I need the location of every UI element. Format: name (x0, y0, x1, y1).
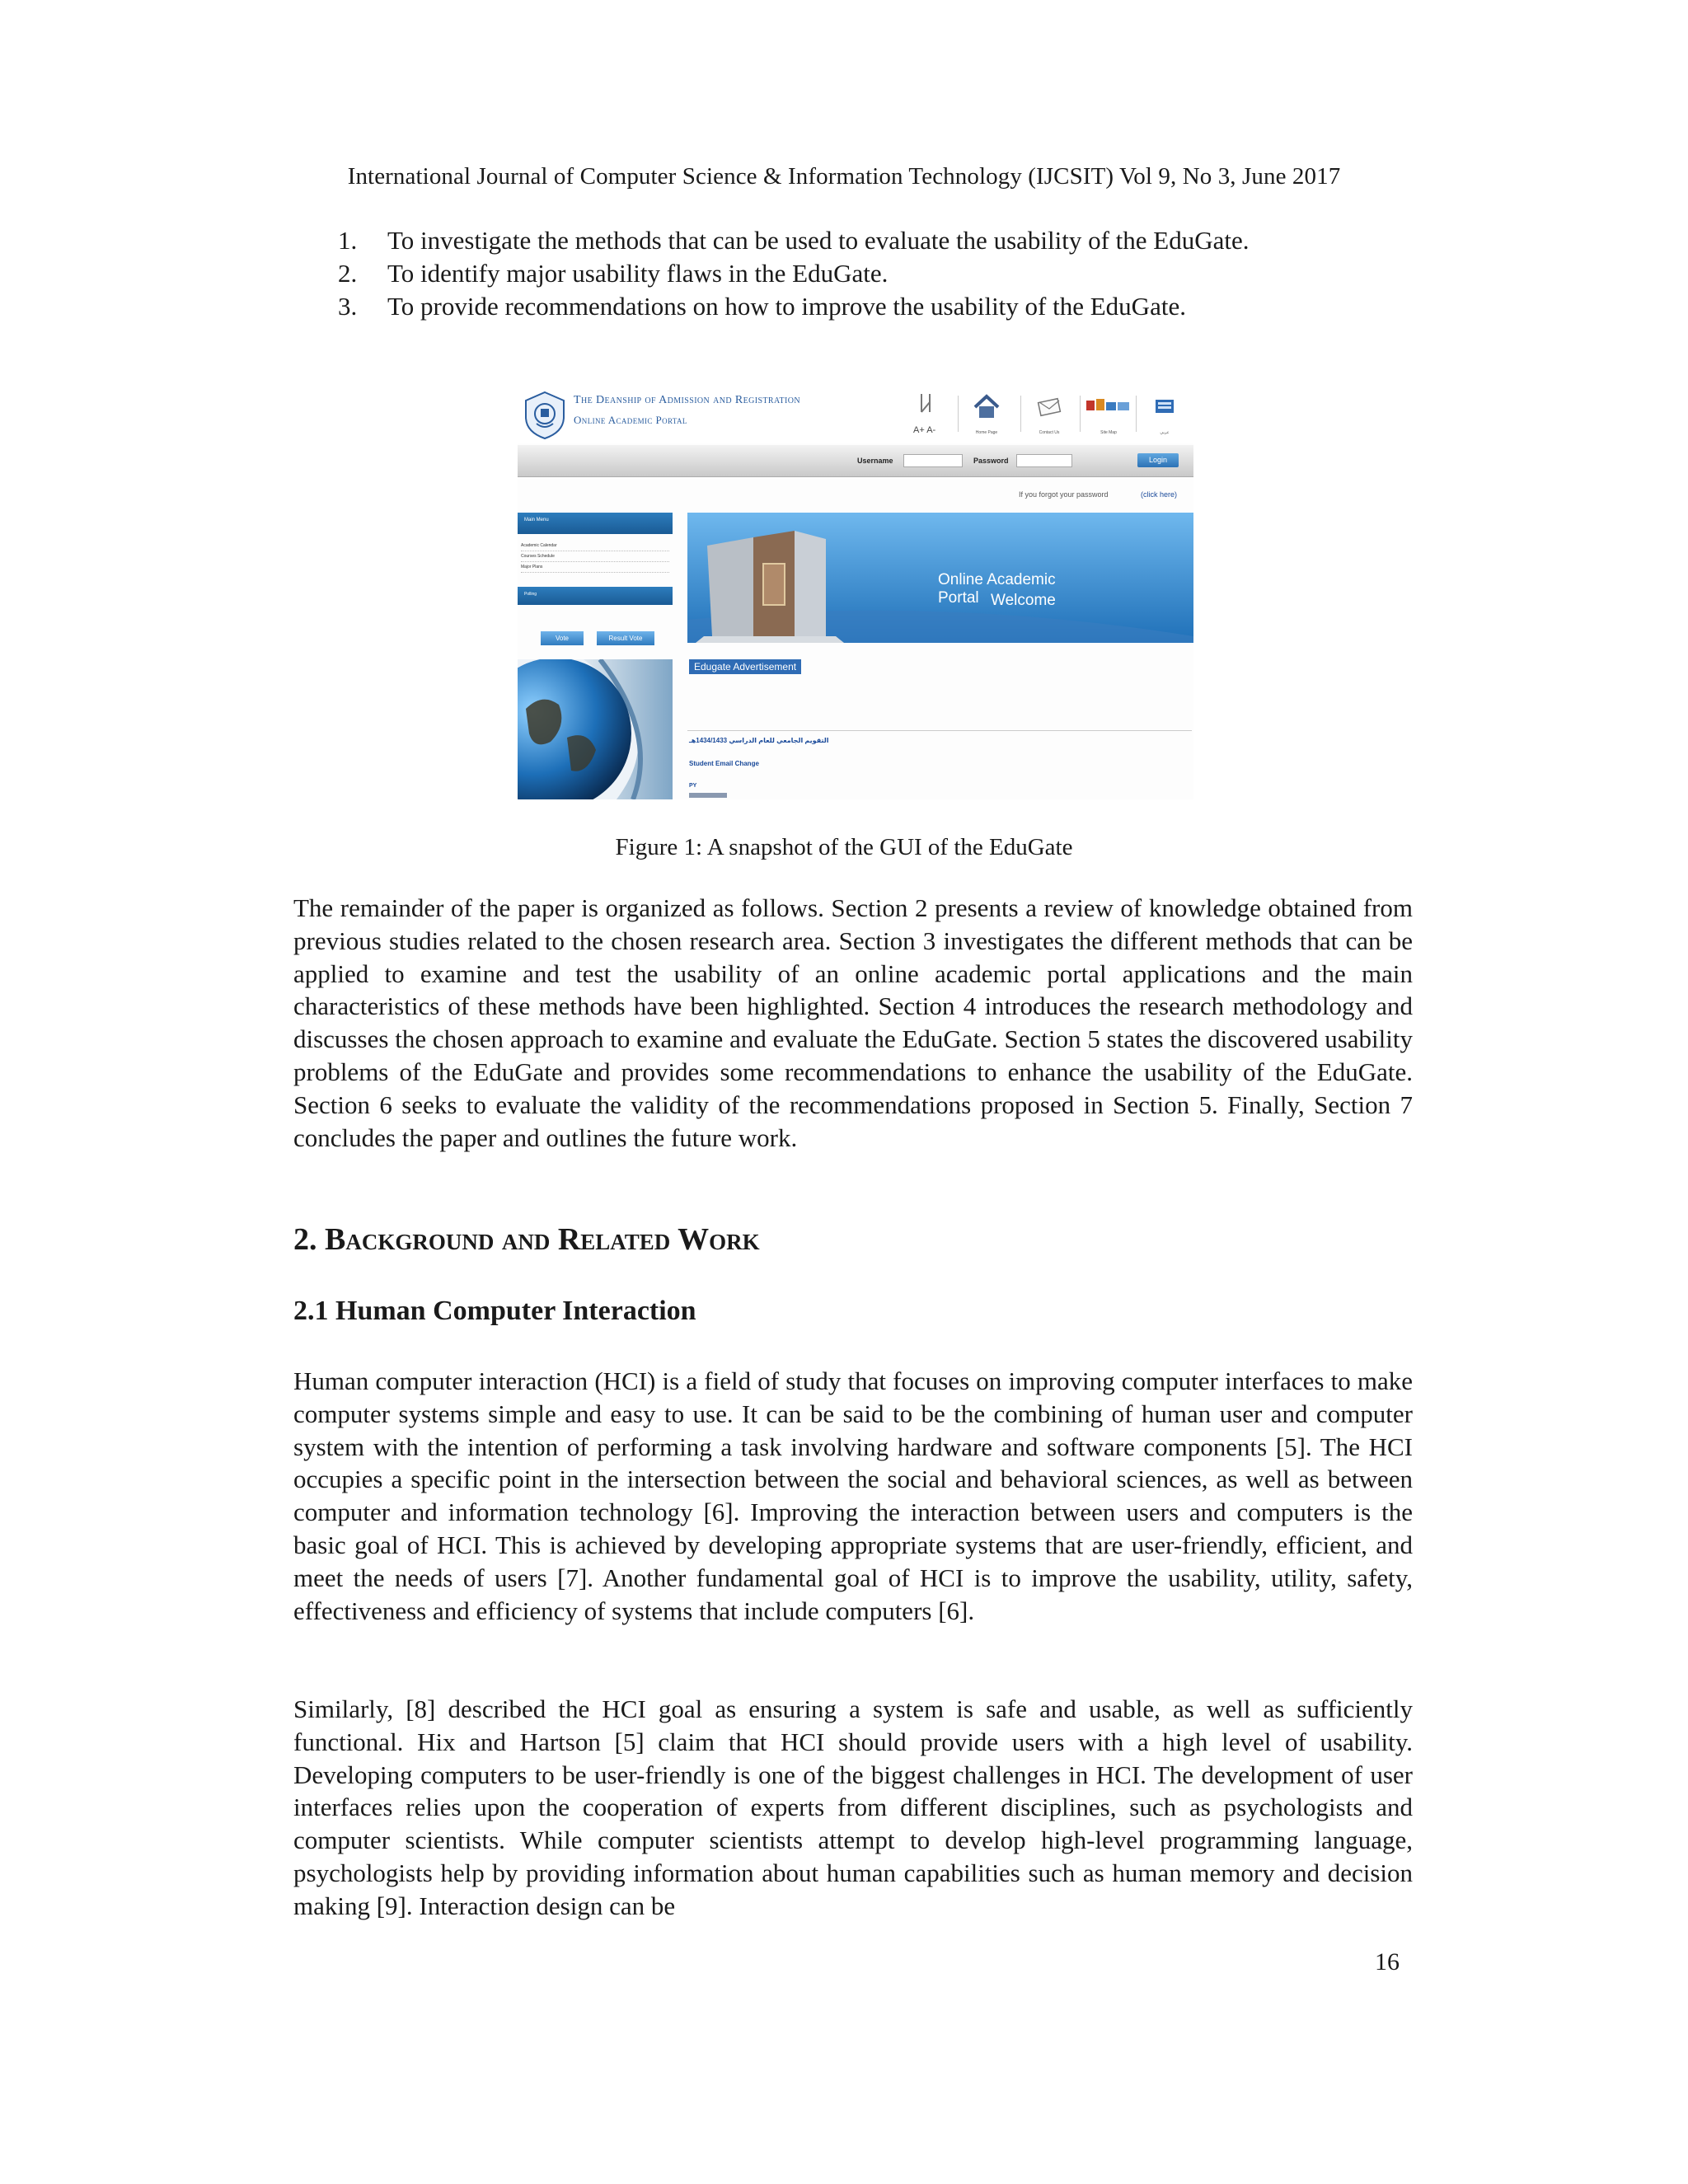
globe-image (518, 659, 673, 799)
home-icon (972, 392, 1001, 422)
banner-title: Online Academic Portal (938, 571, 1056, 607)
news-link-email-change[interactable]: Student Email Change (689, 760, 759, 767)
forgot-password-text: If you forgot your password (1019, 490, 1109, 499)
site-map-link[interactable] (1085, 392, 1132, 440)
contact-us-label: Contact Us (1039, 430, 1060, 435)
main-menu-label: Main Menu (524, 518, 549, 523)
portal-header (518, 387, 1193, 443)
main-menu-header (518, 513, 673, 534)
news-link-py[interactable]: PY (689, 783, 697, 789)
site-map-label: Site Map (1100, 430, 1117, 435)
divider (687, 730, 1192, 731)
divider (1136, 396, 1137, 432)
portal-title: The Deanship of Admission and Registration (574, 394, 800, 406)
language-label: عربي (1160, 430, 1170, 435)
section-heading: 2. Background and Related Work (293, 1222, 760, 1257)
figure-caption: Figure 1: A snapshot of the GUI of the EduGate (615, 834, 1073, 860)
font-size-tool[interactable] (912, 391, 953, 438)
forgot-password-link[interactable]: (click here) (1141, 490, 1178, 499)
username-input[interactable] (903, 454, 963, 467)
list-item (338, 224, 1250, 257)
list-number: 3. (338, 292, 358, 321)
contact-icon (1034, 392, 1064, 422)
login-button[interactable]: Login (1137, 453, 1179, 467)
divider (958, 396, 959, 432)
font-size-icon (912, 391, 945, 419)
menu-item-academic-calendar[interactable]: Academic Calendar (521, 541, 669, 551)
polling-label: Polling (524, 592, 537, 597)
login-bar (518, 445, 1193, 477)
paragraph-intro: The remainder of the paper is organized as follows. Section 2 presents a review of knowledge obtained from previous studies related to the chosen research area. Section 3 investigates the different methods that can be applied to examine and test the usability of an online academic portal applications and the main characteristics of these methods have been highlighted. Section 4 introduces the research methodology and discusses the chosen approach to examine and evaluate the EduGate. Section 5 states the discovered usability problems of the EduGate and provides some recommendations to enhance the usability of the EduGate. Section 6 seeks to evaluate the validity of the recommendations proposed in Section 5. Finally, Section 7 concludes the paper and outlines the future work. (293, 893, 1413, 1152)
password-label: Password (973, 457, 1009, 465)
page-number: 16 (1375, 1948, 1400, 1975)
paragraph-hci-2: Similarly, [8] described the HCI goal as ensuring a system is safe and usable, as well as sufficiently functional. Hix and Hartson [5] claim that HCI should provide users with a high level of usability. Developing computers to be user-friendly is one of the biggest challenges in HCI. The development of user interfaces relies upon the cooperation of experts from different disciplines, such as psychologists and computer scientists. While computer scientists attempt to develop high-level programming language, psychologists help by providing information about human capabilities such as human memory and decision making [9]. Interaction design can be (293, 1694, 1413, 1920)
result-vote-button[interactable]: Result Vote (597, 631, 654, 645)
banner-welcome: Welcome (991, 592, 1056, 609)
objectives-list (338, 224, 1250, 323)
running-header: International Journal of Computer Science & Information Technology (IJCSIT) Vol 9, No 3, June 2017 (347, 163, 1341, 190)
main-menu-list (521, 541, 669, 573)
subsection-heading: 2.1 Human Computer Interaction (293, 1296, 696, 1326)
university-logo-icon (523, 391, 567, 440)
list-text: To investigate the methods that can be used to evaluate the usability of the EduGate. (387, 226, 1250, 255)
list-text: To identify major usability flaws in the EduGate. (387, 259, 889, 288)
home-page-link[interactable] (963, 392, 1010, 440)
portal-subtitle: Online Academic Portal (574, 414, 687, 426)
password-input[interactable] (1016, 454, 1072, 467)
font-size-label: A+ A- (913, 425, 936, 435)
list-number: 1. (338, 226, 358, 255)
menu-item-major-plans[interactable]: Major Plans (521, 562, 669, 573)
menu-item-courses-schedule[interactable]: Courses Schedule (521, 551, 669, 562)
home-page-label: Home Page (975, 430, 998, 435)
list-text: To provide recommendations on how to improve the usability of the EduGate. (387, 292, 1186, 321)
divider (1080, 396, 1081, 432)
language-link[interactable] (1141, 392, 1189, 440)
polling-header (518, 587, 673, 605)
language-icon (1150, 392, 1179, 422)
contact-us-link[interactable] (1025, 392, 1073, 440)
list-item (338, 290, 1250, 323)
advertisement-header: Edugate Advertisement (689, 659, 801, 674)
vote-button[interactable]: Vote (541, 631, 584, 645)
site-map-icon (1085, 392, 1132, 422)
paragraph-hci-1: Human computer interaction (HCI) is a field of study that focuses on improving computer interfaces to make computer systems simple and easy to use. It can be said to be the combining of human user and computer system with the intention of performing a task involving hardware and software components [5]. The HCI occupies a specific point in the intersection between the social and behavioral sciences, as well as between computer and information technology [6]. Improving the interaction between users and computers is the basic goal of HCI. This is achieved by developing appropriate systems that are user-friendly, efficient, and meet the needs of users [7]. Another fundamental goal of HCI is to improve the usability, utility, safety, effectiveness and efficiency of systems that include computers [6]. (293, 1366, 1413, 1625)
edugate-screenshot-figure (518, 387, 1193, 799)
news-link-calendar[interactable]: التقويم الجامعي للعام الدراسي 1434/1433هـ (689, 737, 829, 744)
news-link-badge (689, 793, 727, 798)
list-item (338, 257, 1250, 290)
username-label: Username (857, 457, 893, 465)
divider (1020, 396, 1021, 432)
list-number: 2. (338, 259, 358, 288)
